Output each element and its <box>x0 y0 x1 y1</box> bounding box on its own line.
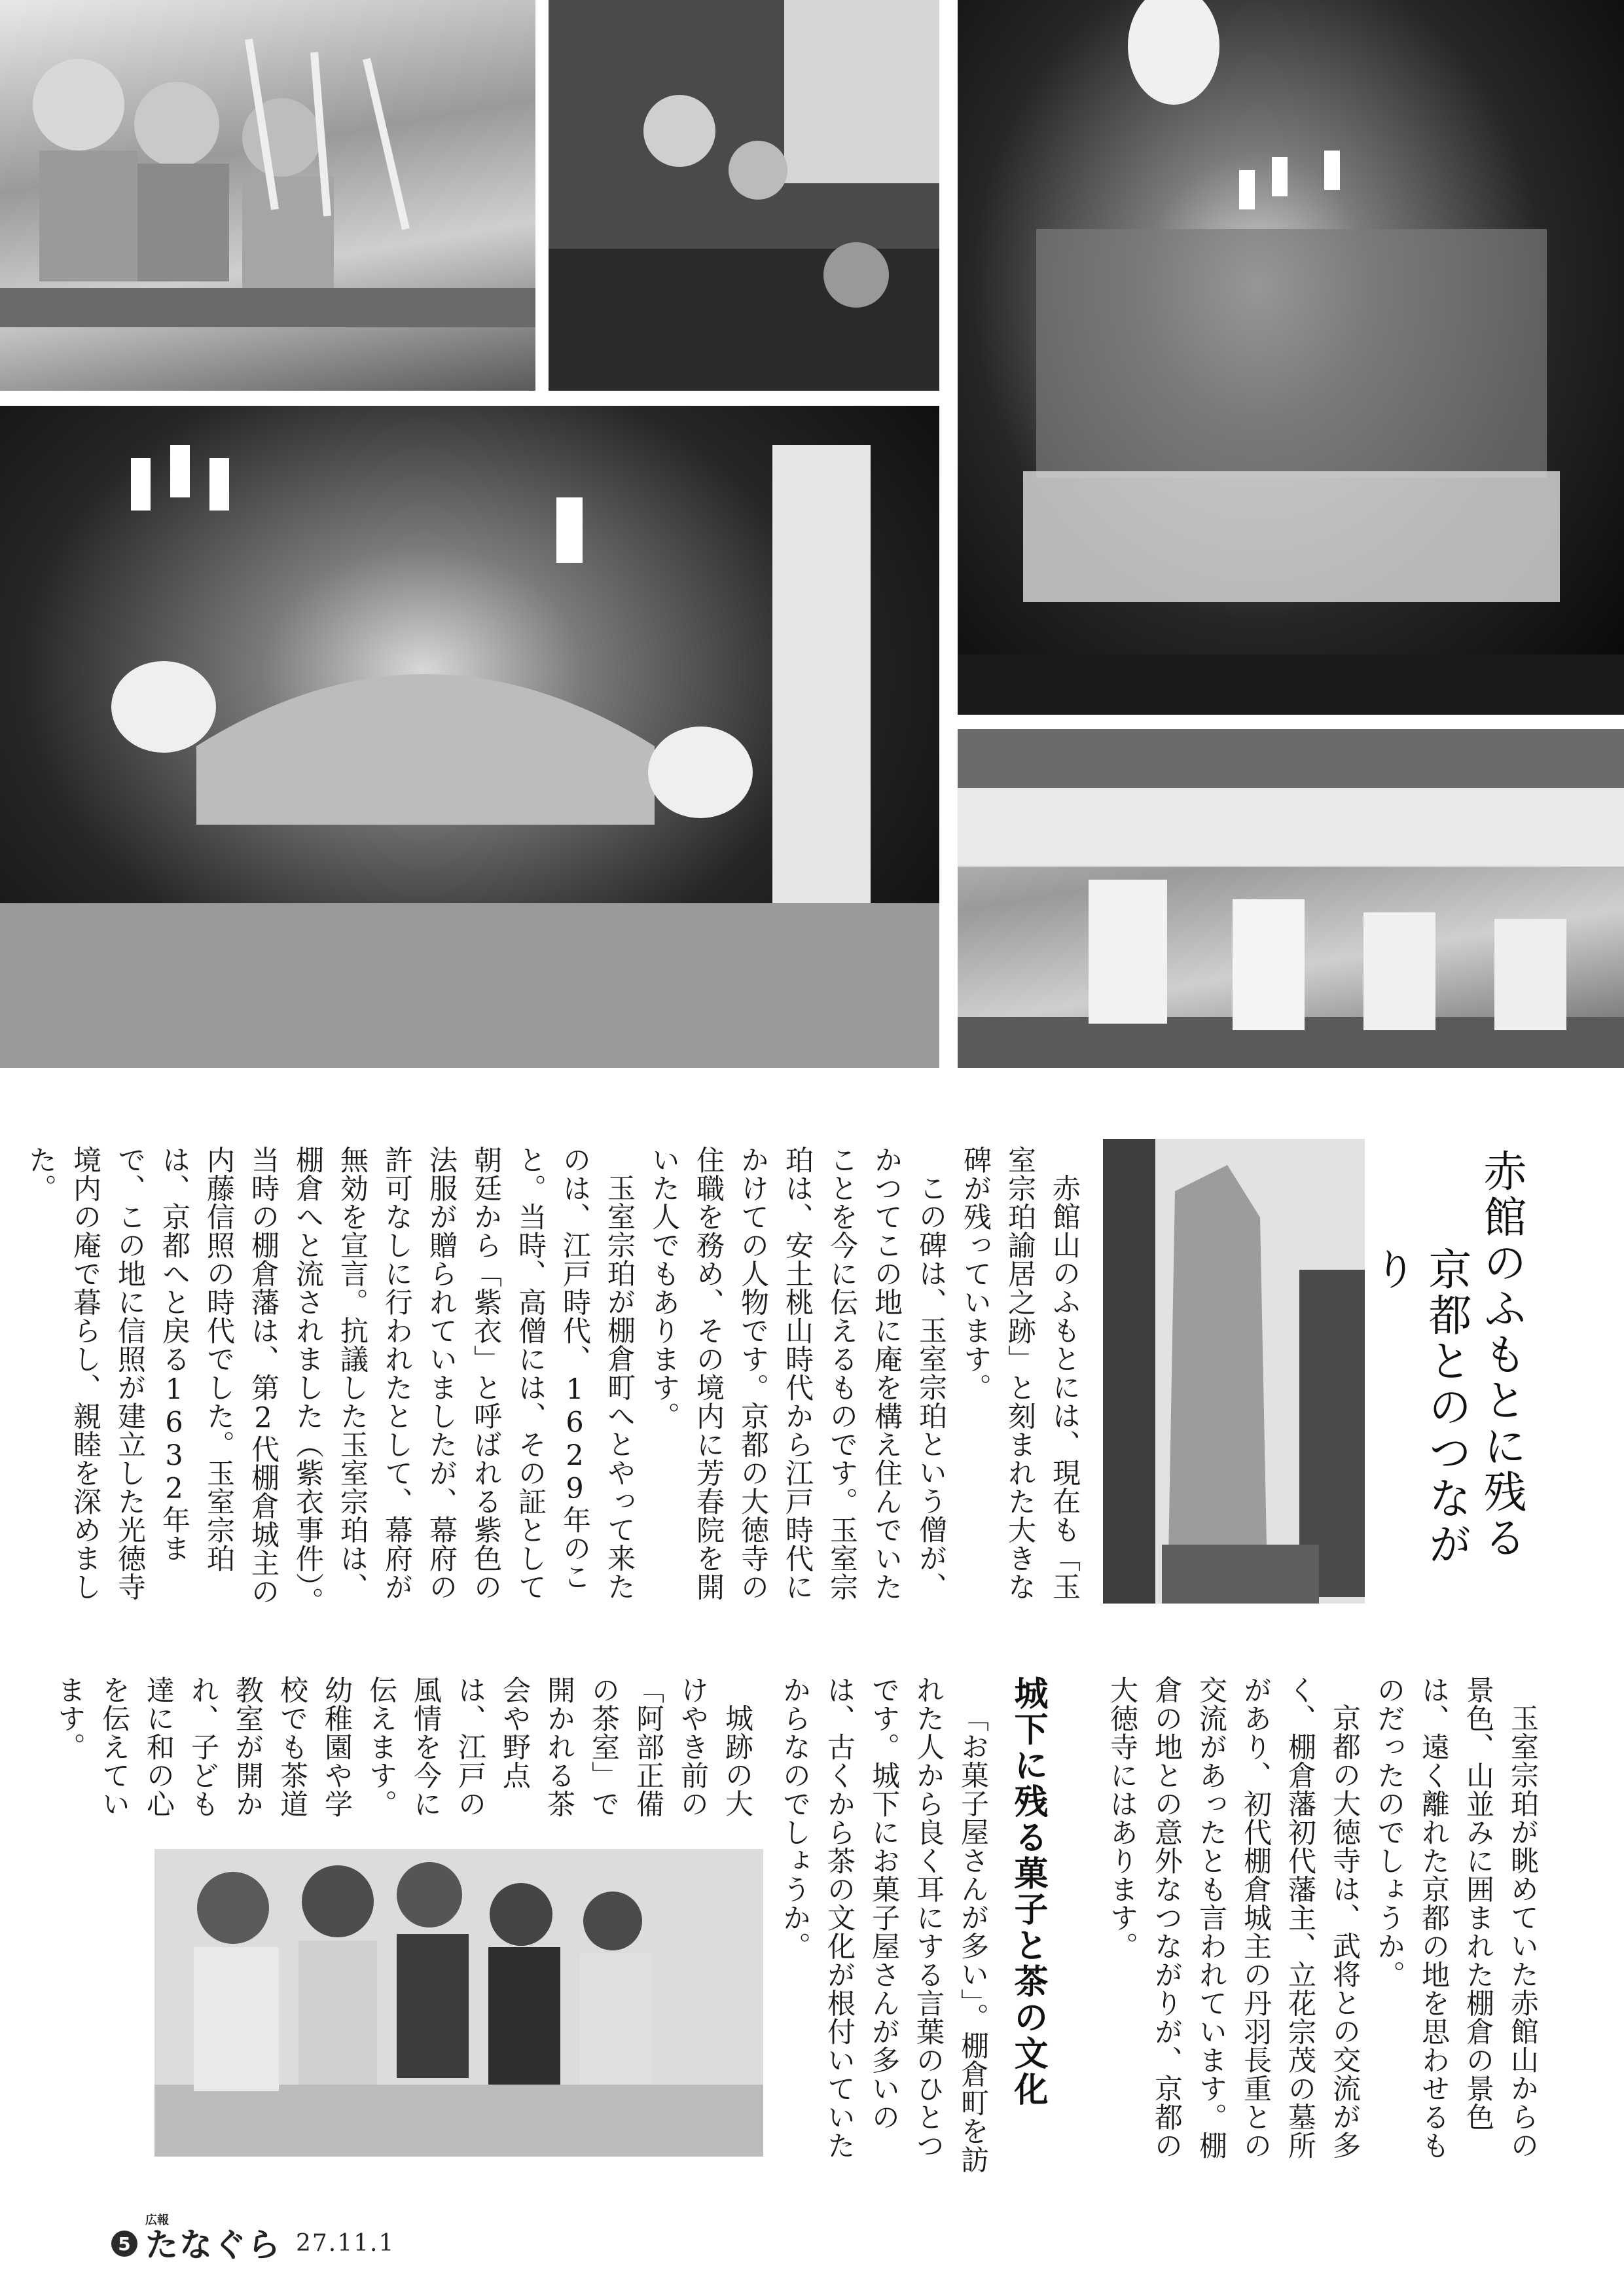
article-body-upper <box>24 1145 1087 1617</box>
page-number: 5 <box>111 2231 137 2257</box>
brand-label: 広報 <box>145 2214 169 2227</box>
article-body-lower <box>1087 1676 1545 2186</box>
article-title <box>1366 1149 1528 1607</box>
brand-name: たなぐら <box>145 2226 281 2264</box>
photo-float-dancers <box>549 0 939 391</box>
article-title-line2: 京都とのつながり <box>1366 1247 1471 1568</box>
page-footer <box>111 2211 395 2263</box>
photo-float-shrine-banner <box>0 406 939 1068</box>
paragraph: この碑は、玉室宗珀という僧が、かつてこの地に庵を構え住んでいたことを今に伝えるものです。玉室宗珀は、安土桃山時代から江戸時代にかけての人物です。京都の大徳寺の住職を務め、その境内に芳春院を開いた人でもあります。 <box>647 1145 947 1601</box>
paragraph: 城跡の大けやき前の「阿部正備の茶室」で開かれる茶会や野点は、江戸の風情を今に伝えます。幼稚園や学校でも茶道教室が開かれ、子ども達に和の心を伝えています。 <box>53 1676 753 1818</box>
paragraph: 京都の大徳寺は、武将との交流が多く、棚倉藩初代藩主、立花宗茂の墓所があり、初代棚倉城主の丹羽長重との交流があったとも言われています。棚倉の地との意外なつながりが、京都の大徳寺にはあります。 <box>1106 1676 1361 2160</box>
issue-date: 27.11.1 <box>296 2230 395 2257</box>
photo-float-night-lanterns <box>958 0 1624 715</box>
article2-body-left <box>53 1676 759 1833</box>
paragraph: 玉室宗珀が棚倉町へとやって来たのは、江戸時代、1629年のこと。当時、高僧には、その証として朝廷から「紫衣」と呼ばれる紫色の法服が贈られていましたが、幕府の許可なしに行われたとして、幕府が無効を宣言。抗議した玉室宗珀は、棚倉へと流されました（紫衣事件）。当時の棚倉藩は、第2代棚倉城主の内藤信照の時代でした。玉室宗珀は、京都へと戻る1632年まで、この地に信照が建立した光徳寺境内の庵で暮らし、親睦を深めました。 <box>24 1145 636 1615</box>
article2-body-right <box>766 1676 995 2186</box>
photo-monument <box>1103 1139 1365 1604</box>
section-heading: 城下に残る菓子と茶の文化 <box>1008 1676 1048 2108</box>
publication-brand <box>145 2215 281 2263</box>
article-title-line1: 赤館のふもとに残る <box>1476 1149 1526 1561</box>
photo-children-tea <box>154 1849 763 2157</box>
photo-dancers-lanterns <box>958 729 1624 1068</box>
paragraph: 赤館山のふもとには、現在も「玉室宗珀諭居之跡」と刻まれた大きな碑が残っています。 <box>959 1145 1081 1601</box>
paragraph: 「お菓子屋さんが多い」。棚倉町を訪れた人から良く耳にする言葉のひとつです。城下にお菓子屋さんが多いのは、古くから茶の文化が根付いていたからなのでしょうか。 <box>778 1676 989 2174</box>
paragraph: 玉室宗珀が眺めていた赤館山からの景色、山並みに囲まれた棚倉の景色は、遠く離れた京都の地を思わせるものだったのでしょうか。 <box>1373 1676 1539 2160</box>
photo-children-drumming <box>0 0 535 391</box>
